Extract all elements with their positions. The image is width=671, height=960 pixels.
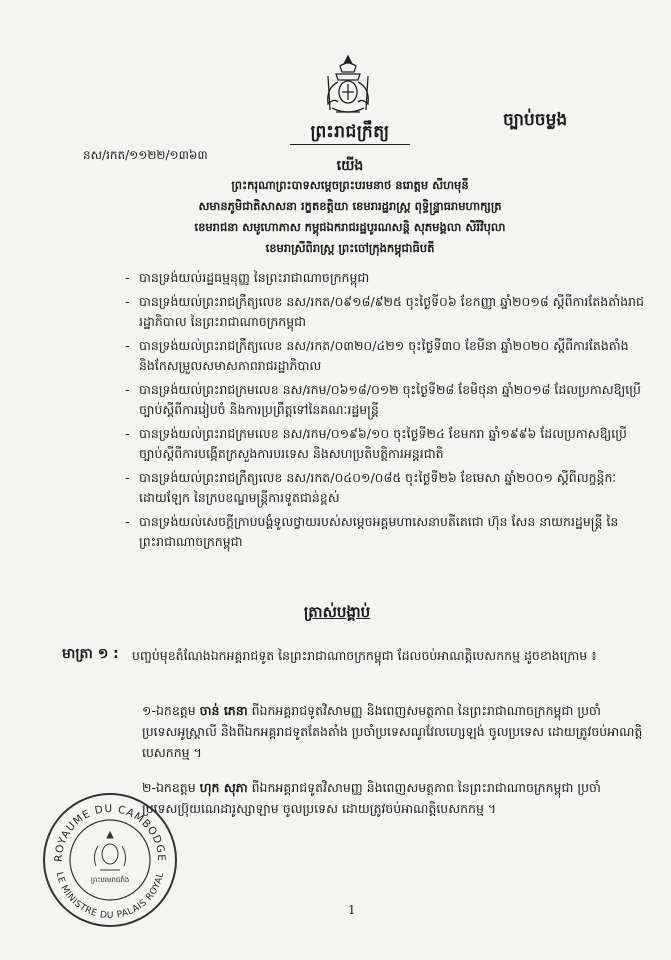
recital-item: - បានទ្រង់យល់សេចក្តីក្រាបបង្គំទូលថ្វាយរបស់សម្តេចអគ្គមហាសេនាបតីតេជោ ហ៊ុន សែន នាយករដ្ឋមន្ត្រី នៃព្រះរាជាណាចក្រកម្ពុជា [125, 512, 645, 552]
recital-text: បានទ្រង់យល់រដ្ឋធម្មនុញ្ញ នៃព្រះរាជាណាចក្រកម្ពុជា [139, 270, 370, 285]
item-text: ពីឯកអគ្គរាជទូតវិសាមញ្ញ និងពេញសមត្ថភាព នៃព្រះរាជាណាចក្រកម្ពុជា ប្រចាំប្រទេសប៊្រុយណេដារូស្សាឡាម ចូលប្រទេស ដោយត្រូវចប់អាណត្តិបេសកកម្ម ។ [142, 780, 601, 816]
recital-item: - បានទ្រង់យល់ព្រះរាជក្រឹត្យលេខ នស/រកត/០៣២០/៤២១ ចុះថ្ងៃទី៣០ ខែមីនា ឆ្នាំ២០២០ ស្តីពីការតែងតាំង និងកែសម្រួលសមាសភាពរាជរដ្ឋាភិបាល [125, 336, 645, 376]
preamble-we: យើង [336, 158, 364, 174]
page-number: 1 [348, 903, 356, 917]
copy-label: ច្បាប់ចម្លង [503, 110, 568, 130]
recital-item: - បានទ្រង់យល់ព្រះរាជក្រឹត្យលេខ នស/រកត/០៤០១/០៨៥ ចុះថ្ងៃទី២៦ ខែមេសា ឆ្នាំ២០០១ ស្តីពីលក្ខន្តិកៈដោយឡែក នៃក្របខណ្ឌមន្ត្រីការទូតជាន់ខ្ពស់ [125, 468, 645, 508]
item-prefix: ១-ឯកឧត្តម [142, 703, 200, 718]
recital-text: បានទ្រង់យល់ព្រះរាជក្រឹត្យលេខ នស/រកត/០៤០១/០៨៥ ចុះថ្ងៃទី២៦ ខែមេសា ឆ្នាំ២០០១ ស្តីពីលក្ខន្តិកៈដោយឡែក នៃក្របខណ្ឌមន្ត្រីការទូតជាន់ខ្ពស់ [139, 470, 617, 505]
recitals-list [125, 268, 645, 556]
preamble-line: ខេមរាជនា សមូហោភាស កម្ពុជឯករាជរដ្ឋបូរណសន្តិ សុភមង្គលា សិរីវិបុលា [194, 220, 506, 234]
decision-heading: ត្រាស់បង្គាប់ [303, 603, 371, 621]
seal-top-text: ROYAUME DU CAMBODGE [52, 802, 168, 863]
preamble-line: សមានភូមិជាតិសាសនា រក្ខតខត្តិយា ខេមរារដ្ឋរាស្ត្រ ពុទ្ធិន្ទ្រាធរាមហាក្សត្រ [198, 199, 502, 213]
recital-item: - បានទ្រង់យល់ព្រះរាជក្រឹត្យលេខ នស/រកត/០៩១៨/៩២៥ ចុះថ្ងៃទី០៦ ខែកញ្ញា ឆ្នាំ២០១៨ ស្តីពីការតែងតាំងរាជរដ្ឋាភិបាល នៃព្រះរាជាណាចក្រកម្ពុជា [125, 292, 645, 332]
seal-emblem-icon [94, 832, 125, 870]
recital-item: - បានទ្រង់យល់ព្រះរាជក្រមលេខ នស/រកម/០១៩៦/១០ ចុះថ្ងៃទី២៤ ខែមករា ឆ្នាំ១៩៩៦ ដែលប្រកាសឱ្យប្រើច្បាប់ស្តីពីការបង្កើតក្រសួងការបរទេស និងសហប្រតិបត្តិការអន្តរជាតិ [125, 424, 645, 464]
item-text: ពីឯកអគ្គរាជទូតវិសាមញ្ញ និងពេញសមត្ថភាព នៃព្រះរាជាណាចក្រកម្ពុជា ប្រចាំប្រទេសអូស្ត្រាលី និងពីឯកអគ្គរាជទូតតែងតាំង ប្រចាំប្រទេសណូវែលហ្សេឡង់ ចូលប្រទេស ដោយត្រូវចប់អាណត្តិបេសកកម្ម ។ [142, 703, 643, 760]
ambassador-name: ហុក សុភា [199, 780, 248, 795]
title-underline [290, 144, 410, 145]
ambassador-name: ចាន់ ភេនា [199, 703, 248, 718]
preamble-line: ព្រះករុណាព្រះបាទសម្តេចព្រះបរមនាថ នរោត្តម សីហមុនី [231, 178, 469, 192]
ambassador-item [142, 700, 652, 763]
article-label: មាត្រា ១ : [62, 646, 119, 662]
recital-text: បានទ្រង់យល់ព្រះរាជក្រមលេខ នស/រកម/០១៩៦/១០ ចុះថ្ងៃទី២៤ ខែមករា ឆ្នាំ១៩៩៦ ដែលប្រកាសឱ្យប្រើច្បាប់ស្តីពីការបង្កើតក្រសួងការបរទេស និងសហប្រតិបត្តិការអន្តរជាតិ [139, 426, 627, 461]
recital-text: បានទ្រង់យល់ព្រះរាជក្រមលេខ នស/រកម/០៦១៨/០១២ ចុះថ្ងៃទី២៨ ខែមិថុនា ឆ្នាំ២០១៨ ដែលប្រកាសឱ្យប្រើច្បាប់ស្តីពីការរៀបចំ និងការប្រព្រឹត្តទៅនៃគណៈរដ្ឋមន្ត្រី [139, 382, 641, 417]
recital-text: បានទ្រង់យល់សេចក្តីក្រាបបង្គំទូលថ្វាយរបស់សម្តេចអគ្គមហាសេនាបតីតេជោ ហ៊ុន សែន នាយករដ្ឋមន្ត្រី នៃព្រះរាជាណាចក្រកម្ពុជា [139, 514, 619, 549]
ambassador-item [142, 777, 652, 819]
recital-text: បានទ្រង់យល់ព្រះរាជក្រឹត្យលេខ នស/រកត/០៩១៨/៩២៥ ចុះថ្ងៃទី០៦ ខែកញ្ញា ឆ្នាំ២០១៨ ស្តីពីការតែងតាំងរាជរដ្ឋាភិបាល នៃព្រះរាជាណាចក្រកម្ពុជា [139, 294, 644, 329]
article-text: បញ្ចប់មុខតំណែងឯកអគ្គរាជទូត នៃព្រះរាជាណាចក្រកម្ពុជា ដែលចប់អាណត្តិបេសកកម្ម ដូចខាងក្រោម ៖ [132, 648, 597, 663]
recital-item: - បានទ្រង់យល់ព្រះរាជក្រមលេខ នស/រកម/០៦១៨/០១២ ចុះថ្ងៃទី២៨ ខែមិថុនា ឆ្នាំ២០១៨ ដែលប្រកាសឱ្យប្រើច្បាប់ស្តីពីការរៀបចំ និងការប្រព្រឹត្តទៅនៃគណៈរដ្ឋមន្ត្រី [125, 380, 645, 420]
decree-number: នស/រកត/១១២២/១៣៦៣ [83, 148, 208, 162]
seal-bottom-text: LE MINISTRE DU PALAIS ROYAL [53, 871, 167, 922]
item-prefix: ២-ឯកឧត្តម [142, 780, 200, 795]
ambassador-list [142, 700, 652, 833]
palace-seal-stamp [40, 790, 180, 930]
decree-title: ព្រះរាជក្រឹត្យ [310, 122, 390, 142]
preamble-line: ខេមរាស្រីពិរាស្ត្រ ព្រះចៅក្រុងកម្ពុជាធិបតី [265, 241, 435, 255]
recital-item: - បានទ្រង់យល់រដ្ឋធម្មនុញ្ញ នៃព្រះរាជាណាចក្រកម្ពុជា [125, 268, 645, 288]
royal-coat-of-arms-icon [318, 52, 378, 122]
recital-text: បានទ្រង់យល់ព្រះរាជក្រឹត្យលេខ នស/រកត/០៣២០/៤២១ ចុះថ្ងៃទី៣០ ខែមីនា ឆ្នាំ២០២០ ស្តីពីការតែងតាំង និងកែសម្រួលសមាសភាពរាជរដ្ឋាភិបាល [139, 338, 629, 373]
seal-center-text: ព្រះបរមរាជវាំង [90, 876, 130, 884]
